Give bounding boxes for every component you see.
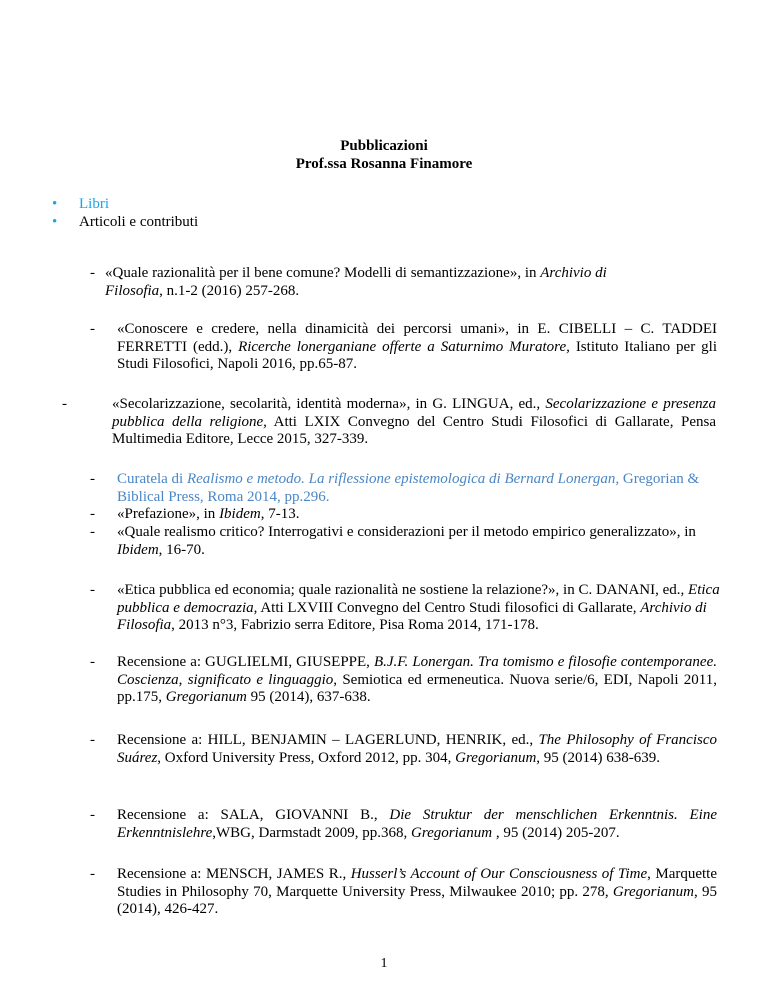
entry-dash: - (62, 396, 67, 412)
page-number: 1 (380, 956, 388, 971)
bullet-icon: • (52, 214, 58, 230)
entry-dash: - (90, 582, 95, 598)
author-name: Prof.ssa Rosanna Finamore (295, 156, 473, 172)
entry-text: Recensione a: SALA, GIOVANNI B., Die Struktur der menschlichen Erkenntnis. Eine Erkenntnislehre,WBG, Darmstadt 2009, pp.368, Gregorianum , 95 (2014) 205-207. (117, 807, 717, 841)
entry-dash: - (90, 506, 95, 522)
entry-dash: - (90, 654, 95, 670)
libri-link[interactable]: Libri (79, 196, 109, 212)
entry-text: «Conoscere e credere, nella dinamicità dei percorsi umani», in E. CIBELLI – C. TADDEI FERRETTI (edd.), Ricerche lonerganiane offerte a Saturnimo Muratore, Istituto Italiano per gli Studi Filosofici, Napoli 2016, pp.65-87. (117, 321, 717, 372)
entry-text: «Prefazione», in Ibidem, 7-13. (117, 506, 300, 522)
entry-text: «Secolarizzazione, secolarità, identità moderna», in G. LINGUA, ed., Secolarizzazione e presenza pubblica della religione, Atti LXIX Convegno del Centro Studi Filosofici di Gallarate, Pensa Multimedia Editore, Lecce 2015, 327-339. (112, 396, 716, 447)
entry-dash: - (90, 524, 95, 540)
curatela-link[interactable]: Curatela di Realismo e metodo. La riflessione epistemologica di Bernard Lonergan, Gregorian & Biblical Press, Roma 2014, pp.296. (117, 471, 700, 505)
entry-text: «Etica pubblica ed economia; quale razionalità ne sostiene la relazione?», in C. DANANI, ed., Etica pubblica e democrazia, Atti LXVIII Convegno del Centro Studi filosofici di Gallarate, Archivio di Filosofia, 2013 n°3, Fabrizio serra Editore, Pisa Roma 2014, 171-178. (117, 582, 720, 633)
entry-text: «Quale realismo critico? Interrogativi e considerazioni per il metodo empirico generalizzato», in Ibidem, 16-70. (117, 524, 696, 558)
articoli-label: Articoli e contributi (79, 214, 199, 230)
entry-dash: - (90, 265, 95, 281)
entry-dash: - (90, 866, 95, 882)
entry-dash: - (90, 807, 95, 823)
entry-text: Recensione a: MENSCH, JAMES R., Husserl’s Account of Our Consciousness of Time, Marquette Studies in Philosophy 70, Marquette University Press, Milwaukee 2010; pp. 278, Gregorianum, 95 (2014), 426-427. (117, 866, 717, 917)
entry-text: «Quale razionalità per il bene comune? Modelli di semantizzazione», in Archivio di Filosofia, n.1-2 (2016) 257-268. (105, 265, 607, 299)
page-title: Pubblicazioni (340, 138, 428, 154)
entry-text: Recensione a: GUGLIELMI, GIUSEPPE, B.J.F. Lonergan. Tra tomismo e filosofie contemporanee. Coscienza, significato e linguaggio, Semiotica ed ermeneutica. Nuova serie/6, EDI, Napoli 2011, pp.175, Gregorianum 95 (2014), 637-638. (117, 654, 717, 705)
entry-text: Recensione a: HILL, BENJAMIN – LAGERLUND, HENRIK, ed., The Philosophy of Francisco Suárez, Oxford University Press, Oxford 2012, pp. 304, Gregorianum, 95 (2014) 638-639. (117, 732, 717, 766)
entry-dash: - (90, 321, 95, 337)
bullet-icon: • (52, 196, 58, 212)
entry-dash: - (90, 732, 95, 748)
entry-dash: - (90, 471, 95, 487)
